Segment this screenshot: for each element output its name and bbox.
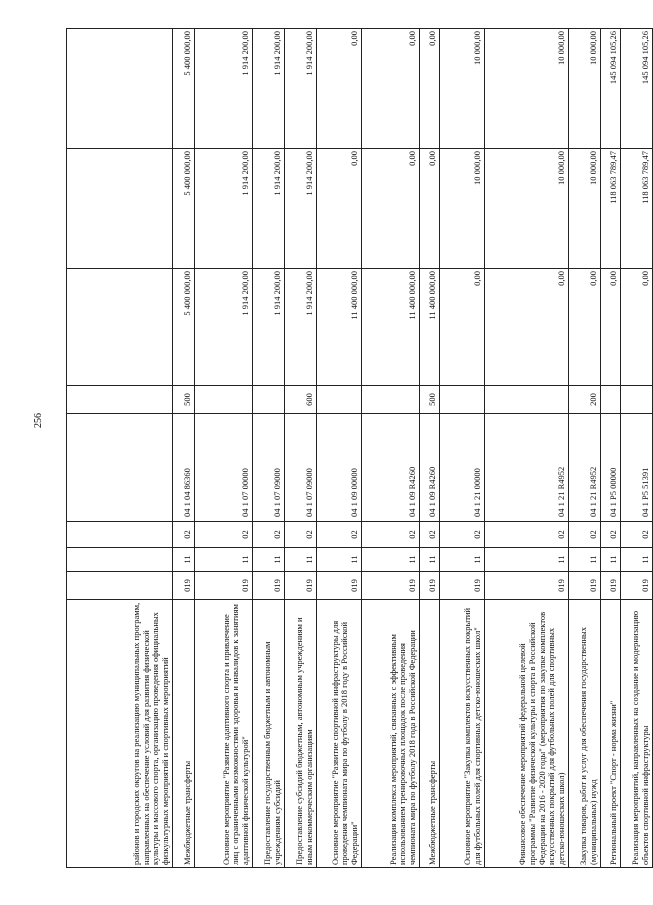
ministry-code: 019 — [285, 572, 317, 600]
section-code: 11 — [317, 548, 362, 572]
subsection-code: 02 — [440, 522, 485, 548]
target-code: 04 1 07 09000 — [285, 414, 317, 522]
subsection-code — [67, 522, 173, 548]
ministry-code: 019 — [420, 572, 440, 600]
ministry-code: 019 — [362, 572, 420, 600]
row-name: Реализация комплекса мероприятий, связанных с эффективным использованием тренировочных площадок после проведения чемпионата мира по футболу 2018 года в Российской Федерации — [362, 600, 420, 868]
section-code — [67, 548, 173, 572]
expense-type-code — [362, 386, 420, 414]
sum-column-3: 5 400 000,00 — [173, 29, 195, 149]
row-name: Основное мероприятие "Развитие спортивной инфраструктуры для проведения чемпионата мира по футболу в 2018 году в Российской Федерации" — [317, 600, 362, 868]
target-code: 04 1 07 09000 — [253, 414, 285, 522]
sum-column-2: 10 000,00 — [485, 149, 569, 269]
expense-type-code — [253, 386, 285, 414]
ministry-code — [67, 572, 173, 600]
section-code: 11 — [569, 548, 601, 572]
expense-type-code — [485, 386, 569, 414]
sum-column-3: 1 914 200,00 — [195, 29, 253, 149]
section-code: 11 — [173, 548, 195, 572]
table-row — [195, 29, 253, 868]
expense-type-code: 500 — [173, 386, 195, 414]
sum-column-2: 118 063 789,47 — [621, 149, 653, 269]
table-row — [173, 29, 195, 868]
ministry-code: 019 — [195, 572, 253, 600]
sum-column-3: 145 094 105,26 — [601, 29, 621, 149]
sum-column-1: 11 400 000,00 — [362, 269, 420, 386]
expense-type-code — [195, 386, 253, 414]
sum-column-1: 5 400 000,00 — [173, 269, 195, 386]
expense-type-code — [317, 386, 362, 414]
sum-column-1 — [67, 269, 173, 386]
table-row — [569, 29, 601, 868]
ministry-code: 019 — [601, 572, 621, 600]
table-row — [485, 29, 569, 868]
sum-column-2: 1 914 200,00 — [253, 149, 285, 269]
ministry-code: 019 — [440, 572, 485, 600]
target-code — [67, 414, 173, 522]
section-code: 11 — [362, 548, 420, 572]
sum-column-3: 1 914 200,00 — [253, 29, 285, 149]
ministry-code: 019 — [317, 572, 362, 600]
section-code: 11 — [285, 548, 317, 572]
sum-column-3: 145 094 105,26 — [621, 29, 653, 149]
row-name: Региональный проект "Спорт - норма жизни" — [601, 600, 621, 868]
row-name: Предоставление государственным бюджетным и автономным учреждениям субсидий — [253, 600, 285, 868]
sum-column-1: 0,00 — [440, 269, 485, 386]
budget-table — [66, 28, 653, 868]
section-code: 11 — [253, 548, 285, 572]
target-code: 04 1 P5 00000 — [601, 414, 621, 522]
row-name: Основное мероприятие "Развитие адаптивного спорта и привлечение лиц с ограниченными возможностями здоровья и инвалидов к занятиям адаптивной физической культурой" — [195, 600, 253, 868]
row-name: Межбюджетные трансферты — [420, 600, 440, 868]
sum-column-2: 1 914 200,00 — [195, 149, 253, 269]
sum-column-3: 1 914 200,00 — [285, 29, 317, 149]
expense-type-code — [67, 386, 173, 414]
target-code: 04 1 21 R4952 — [485, 414, 569, 522]
sum-column-2: 1 914 200,00 — [285, 149, 317, 269]
sum-column-1: 11 400 000,00 — [317, 269, 362, 386]
table-row — [440, 29, 485, 868]
sum-column-1: 0,00 — [569, 269, 601, 386]
sum-column-2 — [67, 149, 173, 269]
table-row — [621, 29, 653, 868]
table-row — [317, 29, 362, 868]
target-code: 04 1 09 R4260 — [420, 414, 440, 522]
target-code: 04 1 07 00000 — [195, 414, 253, 522]
sum-column-3: 0,00 — [420, 29, 440, 149]
sum-column-2: 0,00 — [420, 149, 440, 269]
sum-column-1: 0,00 — [621, 269, 653, 386]
expense-type-code: 500 — [420, 386, 440, 414]
subsection-code: 02 — [253, 522, 285, 548]
ministry-code: 019 — [569, 572, 601, 600]
row-name: Финансовое обеспечение мероприятий федеральной целевой программы "Развитие физической культуры и спорта в Российской Федерации на 2016 - 2020 годы" (мероприятия по закупке комплектов искусственных покрытий для футбольных полей для спортивных детско-юношеских школ) — [485, 600, 569, 868]
row-name: районов и городских округов на реализацию муниципальных программ, направленных на обеспечение условий для развития физической культуры и массового спорта, организацию проведения официальных физкультурных мероприятий и спортивных мероприятий — [67, 600, 173, 868]
row-name: Закупка товаров, работ и услуг для обеспечения государственных (муниципальных) нужд — [569, 600, 601, 868]
sum-column-3: 0,00 — [362, 29, 420, 149]
target-code: 04 1 21 00000 — [440, 414, 485, 522]
subsection-code: 02 — [621, 522, 653, 548]
sum-column-1: 1 914 200,00 — [285, 269, 317, 386]
subsection-code: 02 — [173, 522, 195, 548]
row-name: Предоставление субсидий бюджетным, автономным учреждениям и иным некоммерческим организациям — [285, 600, 317, 868]
section-code: 11 — [195, 548, 253, 572]
ministry-code: 019 — [173, 572, 195, 600]
target-code: 04 1 P5 51391 — [621, 414, 653, 522]
expense-type-code — [440, 386, 485, 414]
table-body — [67, 29, 653, 868]
sum-column-3 — [67, 29, 173, 149]
rotated-page — [66, 29, 651, 868]
section-code: 11 — [621, 548, 653, 572]
subsection-code: 02 — [420, 522, 440, 548]
subsection-code: 02 — [195, 522, 253, 548]
section-code: 11 — [485, 548, 569, 572]
subsection-code: 02 — [317, 522, 362, 548]
table-row — [601, 29, 621, 868]
sum-column-1: 0,00 — [485, 269, 569, 386]
target-code: 04 1 04 86360 — [173, 414, 195, 522]
sum-column-3: 0,00 — [317, 29, 362, 149]
sum-column-2: 118 063 789,47 — [601, 149, 621, 269]
ministry-code: 019 — [485, 572, 569, 600]
row-name: Основное мероприятие "Закупка комплектов искусственных покрытий для футбольных полей для спортивных детско-юношеских школ" — [440, 600, 485, 868]
table-row — [420, 29, 440, 868]
sum-column-1: 0,00 — [601, 269, 621, 386]
subsection-code: 02 — [485, 522, 569, 548]
target-code: 04 1 21 R4952 — [569, 414, 601, 522]
table-row — [67, 29, 173, 868]
expense-type-code — [601, 386, 621, 414]
table-row — [253, 29, 285, 868]
sum-column-3: 10 000,00 — [485, 29, 569, 149]
target-code: 04 1 09 00000 — [317, 414, 362, 522]
expense-type-code: 600 — [285, 386, 317, 414]
table-row — [362, 29, 420, 868]
expense-type-code: 200 — [569, 386, 601, 414]
sum-column-2: 10 000,00 — [440, 149, 485, 269]
table-row — [285, 29, 317, 868]
section-code: 11 — [601, 548, 621, 572]
sum-column-2: 0,00 — [317, 149, 362, 269]
subsection-code: 02 — [569, 522, 601, 548]
sum-column-1: 1 914 200,00 — [195, 269, 253, 386]
section-code: 11 — [420, 548, 440, 572]
sum-column-2: 5 400 000,00 — [173, 149, 195, 269]
subsection-code: 02 — [362, 522, 420, 548]
target-code: 04 1 09 R4260 — [362, 414, 420, 522]
sum-column-3: 10 000,00 — [440, 29, 485, 149]
page-number: 256 — [33, 413, 44, 428]
ministry-code: 019 — [621, 572, 653, 600]
sum-column-2: 0,00 — [362, 149, 420, 269]
section-code: 11 — [440, 548, 485, 572]
subsection-code: 02 — [285, 522, 317, 548]
sum-column-3: 10 000,00 — [569, 29, 601, 149]
row-name: Межбюджетные трансферты — [173, 600, 195, 868]
sum-column-2: 10 000,00 — [569, 149, 601, 269]
ministry-code: 019 — [253, 572, 285, 600]
subsection-code: 02 — [601, 522, 621, 548]
sum-column-1: 11 400 000,00 — [420, 269, 440, 386]
expense-type-code — [621, 386, 653, 414]
sum-column-1: 1 914 200,00 — [253, 269, 285, 386]
row-name: Реализация мероприятий, направленных на создание и модернизацию объектов спортивной инфраструктуры — [621, 600, 653, 868]
